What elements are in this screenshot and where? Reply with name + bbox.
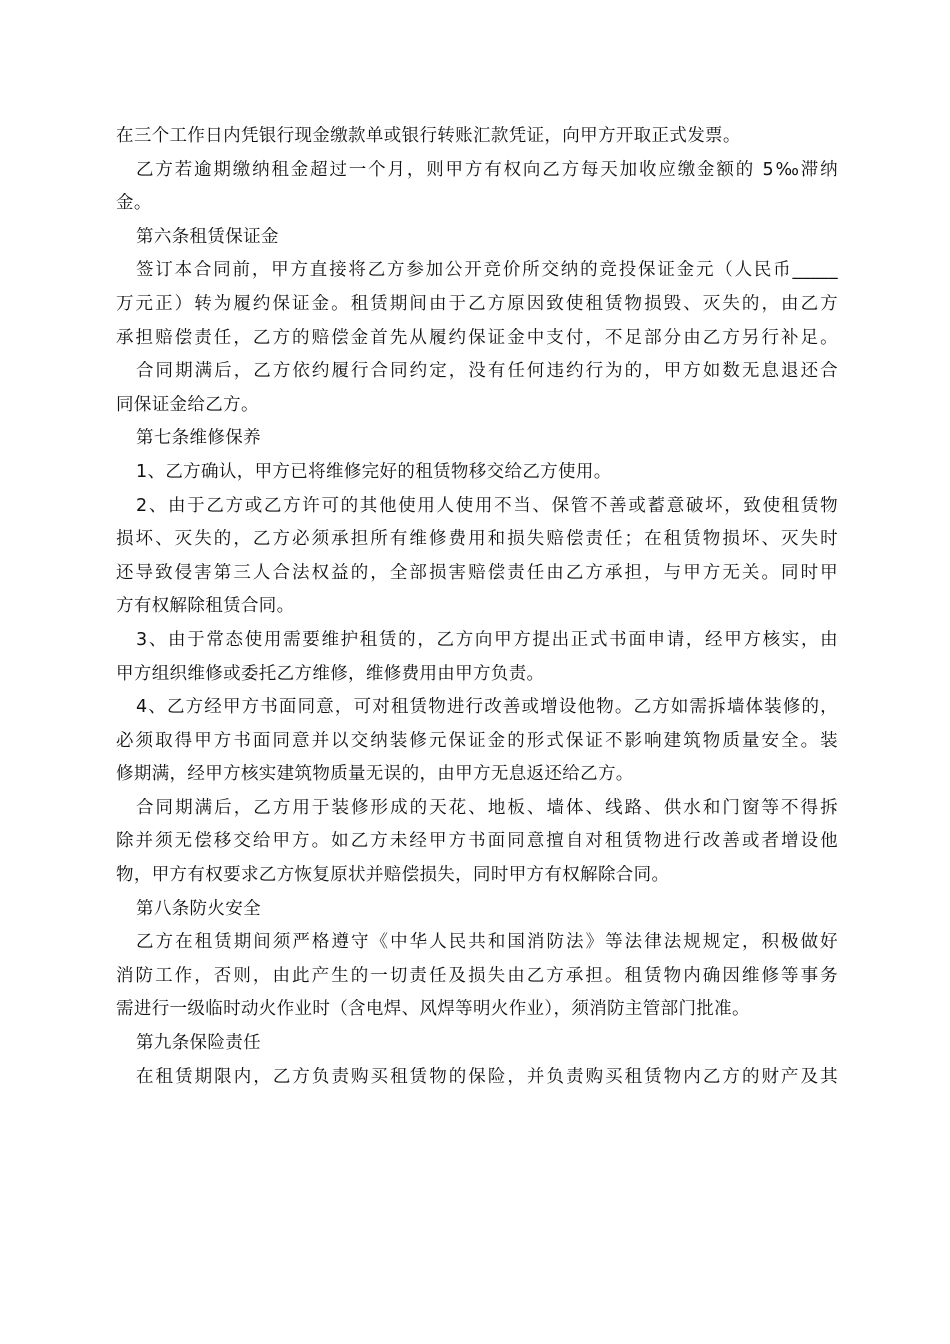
text-line: 物，甲方有权要求乙方恢复原状并赔偿损失，同时甲方有权解除合同。: [116, 865, 670, 886]
text-line: 在租赁期限内，乙方负责购买租赁物的保险，并负责购买租赁物内乙方的财产及其: [136, 1066, 838, 1087]
text-line: 合同期满后，乙方用于装修形成的天花、地板、墙体、线路、供水和门窗等不得拆: [136, 797, 838, 818]
text-line: 承担赔偿责任，乙方的赔偿金首先从履约保证金中支付，不足部分由乙方另行补足。: [116, 327, 838, 348]
text-line: 在三个工作日内凭银行现金缴款单或银行转账汇款凭证，向甲方开取正式发票。: [116, 126, 741, 146]
text-line: 万元正）转为履约保证金。租赁期间由于乙方原因致使租赁物损毁、灭失的，由乙方: [116, 293, 838, 314]
section-heading: 第八条防火安全: [136, 898, 261, 919]
document-body: [116, 120, 838, 1094]
text-line: 必须取得甲方书面同意并以交纳装修元保证金的形式保证不影响建筑物质量安全。装: [116, 730, 838, 751]
text-line: 3、由于常态使用需要维护租赁的，乙方向甲方提出正式书面申请，经甲方核实，由: [136, 629, 838, 650]
text-line: 损坏、灭失的，乙方必须承担所有维修费用和损失赔偿责任；在租赁物损坏、灭失时: [116, 529, 838, 550]
text-line: 1、乙方确认，甲方已将维修完好的租赁物移交给乙方使用。: [136, 461, 612, 482]
text-line: 除并须无偿移交给甲方。如乙方未经甲方书面同意擅自对租赁物进行改善或者增设他: [116, 831, 838, 852]
text-line: 合同期满后，乙方依约履行合同约定，没有任何违约行为的，甲方如数无息退还合: [136, 361, 838, 382]
text-line: 还导致侵害第三人合法权益的，全部损害赔偿责任由乙方承担，与甲方无关。同时甲: [116, 562, 838, 583]
text-line: 甲方组织维修或委托乙方维修，维修费用由甲方负责。: [116, 663, 545, 684]
section-heading: 第九条保险责任: [136, 1033, 261, 1054]
text-line: 需进行一级临时动火作业时（含电焊、风焊等明火作业），须消防主管部门批准。: [116, 999, 750, 1020]
text-line: 修期满，经甲方核实建筑物质量无误的，由甲方无息返还给乙方。: [116, 764, 634, 785]
text-line: 方有权解除租赁合同。: [116, 596, 295, 617]
text-line: 乙方在租赁期间须严格遵守《中华人民共和国消防法》等法律法规规定，积极做好: [136, 932, 838, 953]
text-line: 乙方若逾期缴纳租金超过一个月，则甲方有权向乙方每天加收应缴金额的 5‰滞纳: [136, 159, 838, 180]
section-heading: 第七条维修保养: [136, 428, 261, 449]
text-line: 金。: [116, 193, 152, 214]
text-line: 4、乙方经甲方书面同意，可对租赁物进行改善或增设他物。乙方如需拆墙体装修的，: [136, 697, 838, 718]
text-line: 2、由于乙方或乙方许可的其他使用人使用不当、保管不善或蓄意破坏，致使租赁物: [136, 495, 838, 516]
text-line: 同保证金给乙方。: [116, 394, 259, 415]
text-line: 消防工作，否则，由此产生的一切责任及损失由乙方承担。租赁物内确因维修等事务: [116, 965, 838, 986]
text-line: 签订本合同前，甲方直接将乙方参加公开竞价所交纳的竞投保证金元（人民币_____: [136, 260, 838, 281]
section-heading: 第六条租赁保证金: [136, 226, 279, 247]
